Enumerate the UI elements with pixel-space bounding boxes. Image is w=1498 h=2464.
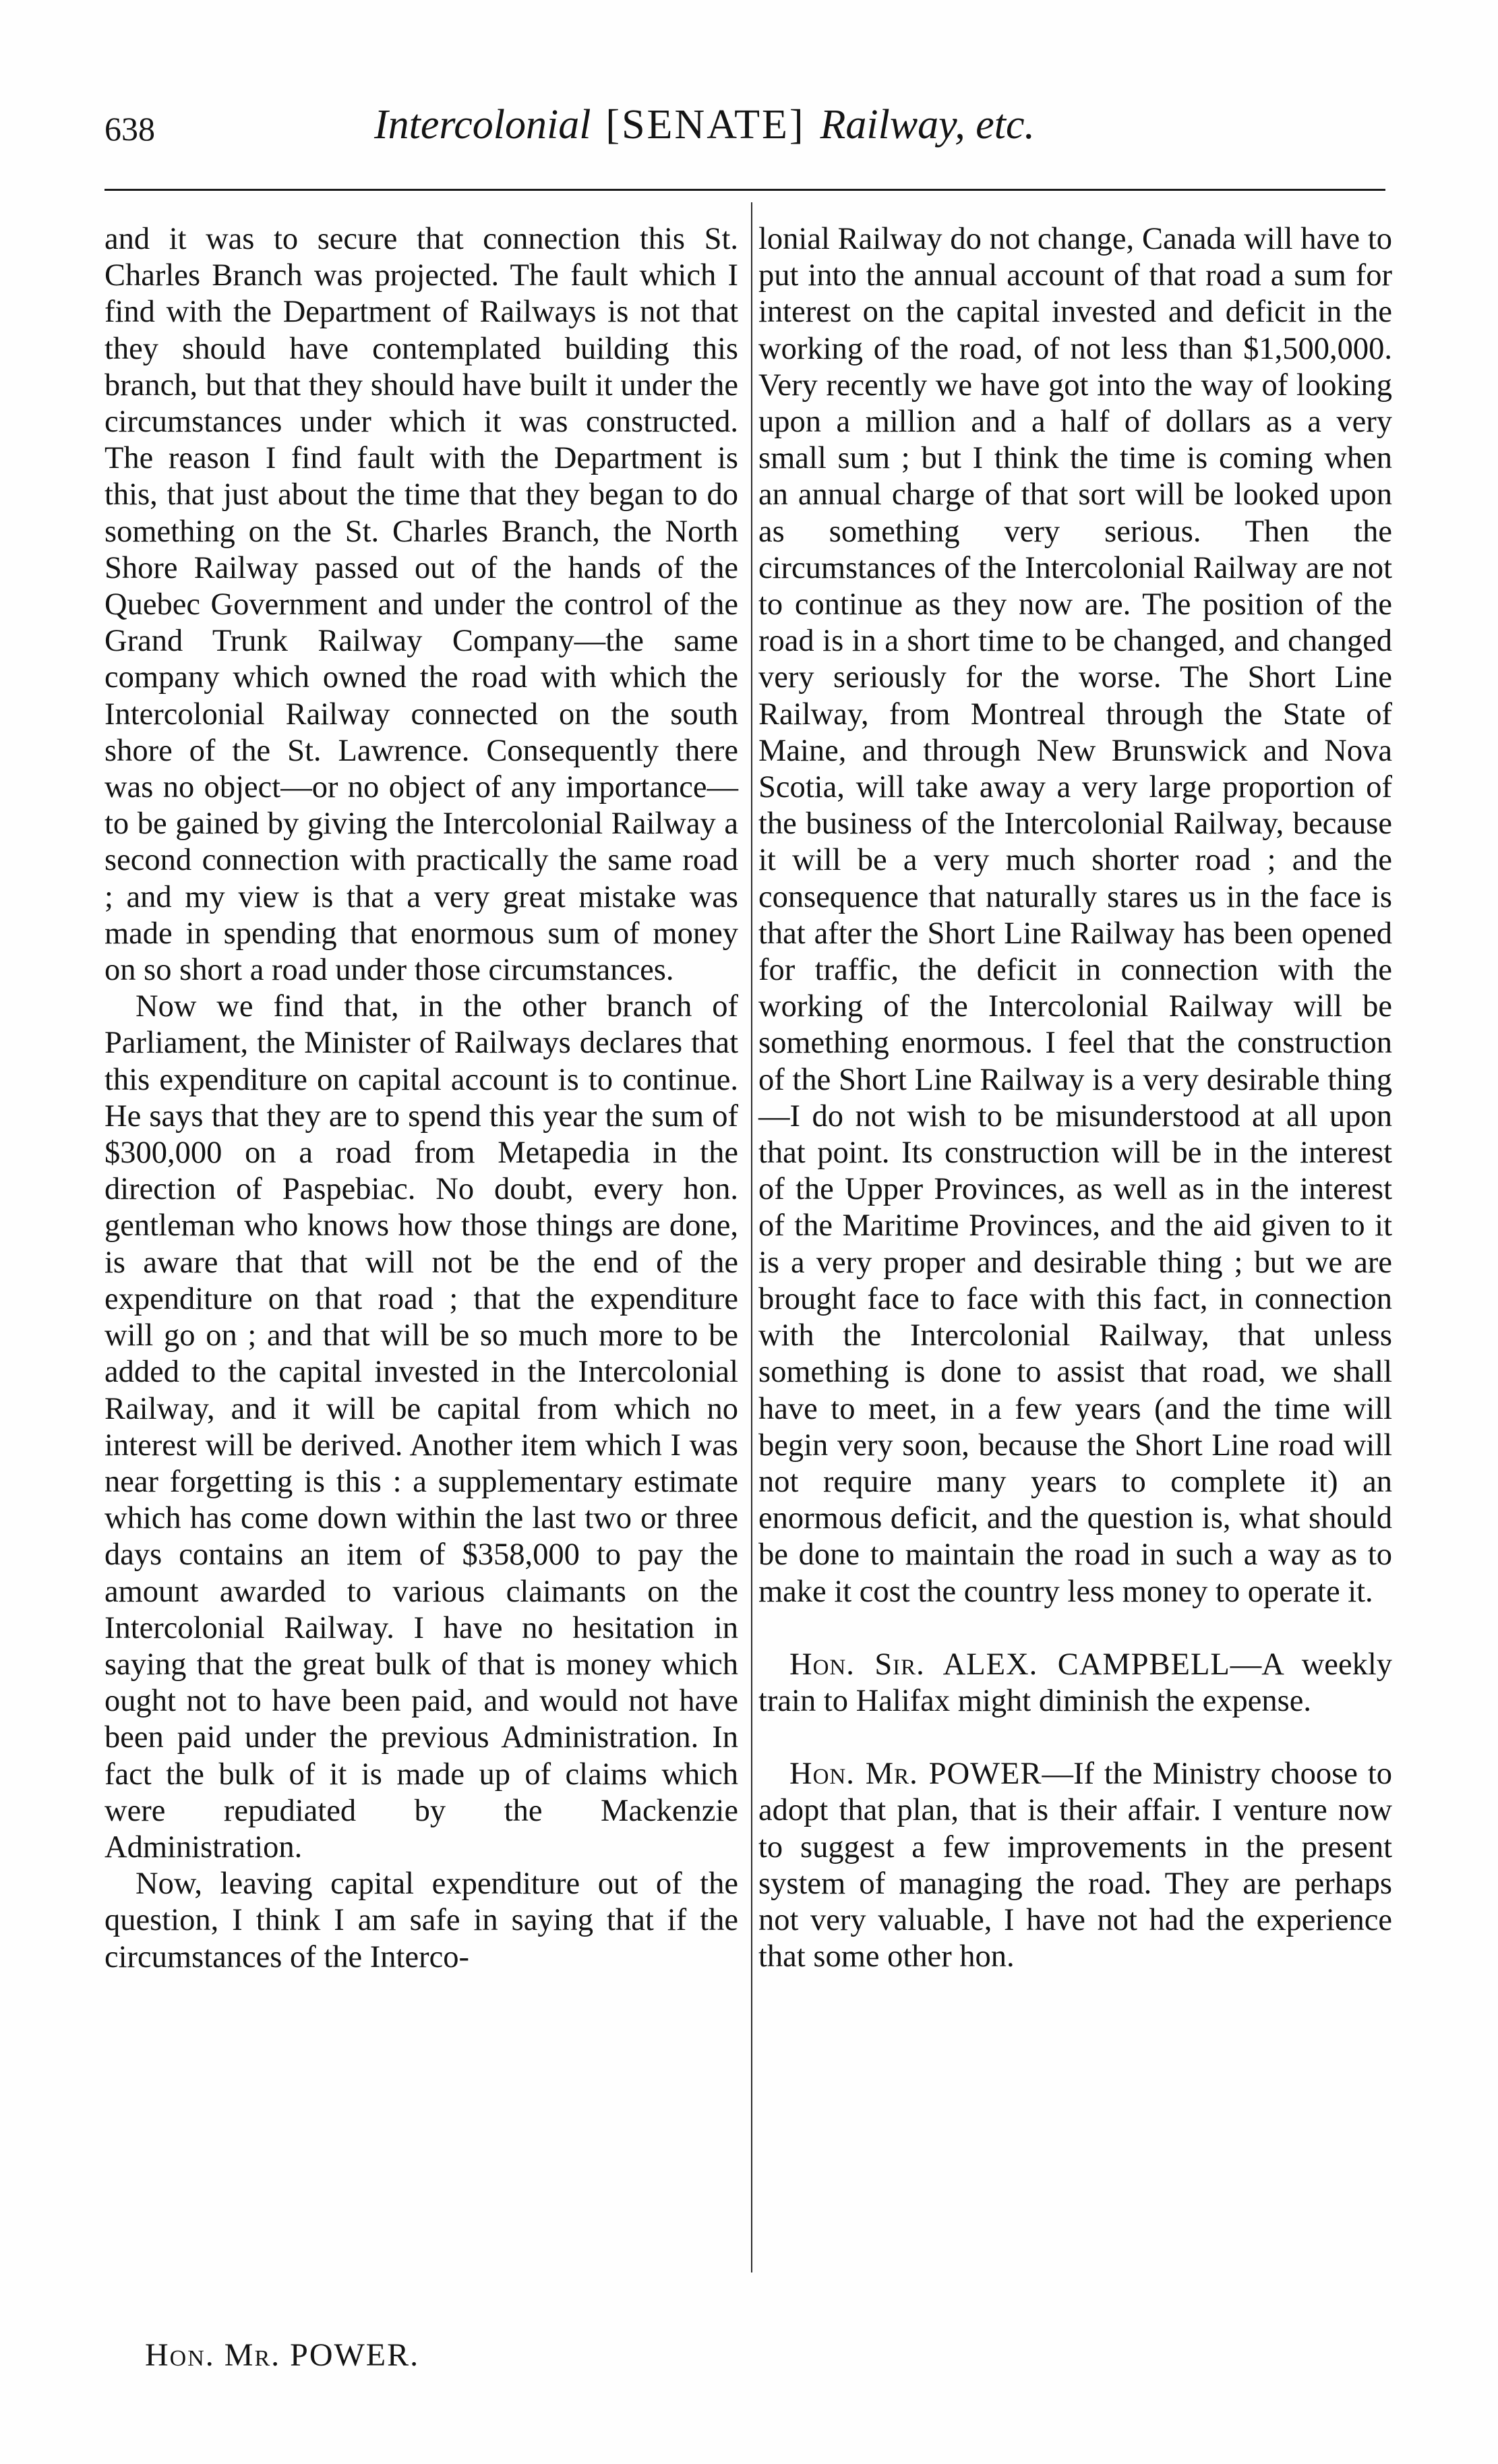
left-paragraph-2: Now we find that, in the other branch of Parliament, the Minister of Railways declares that this expenditure on capital account is to continue. He says that they are to spend this year the sum of $300,000 on a road from Metapedia in the direction of Paspebiac. No doubt, every hon. gentleman who knows how those things are done, is aware that that will not be the end of the expenditure on that road ; that the expenditure will go on ; and that will be so much more to be added to the capital invested in the Intercolonial Railway, and it will be capital from which no interest will be derived. Another item which I was near forgetting is this : a supplementary estimate which has come down within the last two or three days contains an item of $358,000 to pay the amount awarded to various claimants on the Intercolonial Railway. I have no hesitation in saying that the great bulk of that is money which ought not to have been paid, and would not have been paid under the previous Administration. In fact the bulk of it is made up of claims which were repudiated by the Mackenzie Administration. [104,989,738,1865]
speech-campbell [758,1647,1392,1720]
page-header [104,101,1385,175]
right-paragraph-1: lonial Railway do not change, Canada will have to put into the annual account of that road a sum for interest on the capital invested and deficit in the working of the road, of not less than $1,500,000. Very recently we have got into the way of looking upon a million and a half of dollars as a very small sum ; but I think the time is coming when an annual charge of that sort will be looked upon as something very serious. Then the circumstances of the Intercolonial Railway are not to continue as they now are. The position of the road is in a short time to be changed, and changed very seriously for the worse. The Short Line Railway, from Montreal through the State of Maine, and through New Brunswick and Nova Scotia, will take away a very large proportion of the business of the Intercolonial Railway, because it will be a very much shorter road ; and the consequence that naturally stares us in the face is that after the Short Line Railway has been opened for traffic, the deficit in connection with the working of the Intercolonial Railway will be something enormous. I feel that the construction of the Short Line Railway is a very desirable thing—I do not wish to be misunderstood at all upon that point. Its construction will be in the interest of the Upper Provinces, as well as in the interest of the Maritime Provinces, and the aid given to it is a very proper and desirable thing ; but we are brought face to face with this fact, in connection with the Intercolonial Railway, that unless something is done to assist that road, we shall have to meet, in a few years (and the time will begin very soon, because the Short Line road will not require many years to complete it) an enormous deficit, and the question is, what should be done to maintain the road in such a way as to make it cost the country less money to operate it. [758,222,1392,1609]
left-paragraph-3: Now, leaving capital expenditure out of the question, I think I am safe in saying that if the circumstances of the Interco- [104,1867,738,1974]
speaker-name-power: Hon. Mr. POWER [789,1757,1042,1792]
right-column [758,221,1392,1975]
running-head-chamber: [SENATE] [605,102,806,148]
speech-text-power: —If the Ministry choose to adopt that plan, that is their affair. I venture now to suggest a few improvements in the present system of managing the road. They are perhaps not very valuable, I have not had the experience that some other hon. [758,1757,1392,1974]
page-number: 638 [104,110,155,148]
footer-speaker: Hon. Mr. POWER. [145,2337,420,2373]
running-head-right: Railway, etc. [820,102,1036,148]
left-column [104,221,738,1976]
column-divider [751,202,752,2272]
speaker-name-campbell: Hon. Sir. ALEX. CAMPBELL [789,1647,1230,1682]
speech-text-campbell: —A weekly train to Halifax might diminish the expense. [758,1647,1393,1718]
running-head-left: Intercolonial [374,102,591,148]
header-rule [104,189,1385,191]
left-paragraph-1: and it was to secure that connection this St. Charles Branch was projected. The fault which I find with the Department of Railways is not that they should have contemplated building this branch, but that they should have built it under the circumstances under which it was constructed. The reason I find fault with the Department is this, that just about the time that they began to do something on the St. Charles Branch, the North Shore Railway passed out of the hands of the Quebec Government and under the control of the Grand Trunk Railway Company—the same company which owned the road with which the Intercolonial Railway connected on the south shore of the St. Lawrence. Consequently there was no object—or no object of any importance—to be gained by giving the Intercolonial Railway a second connection with practically the same road ; and my view is that a very great mistake was made in spending that enormous sum of money on so short a road under those circumstances. [104,222,738,988]
running-head [374,101,1035,149]
speech-power [758,1756,1392,1975]
